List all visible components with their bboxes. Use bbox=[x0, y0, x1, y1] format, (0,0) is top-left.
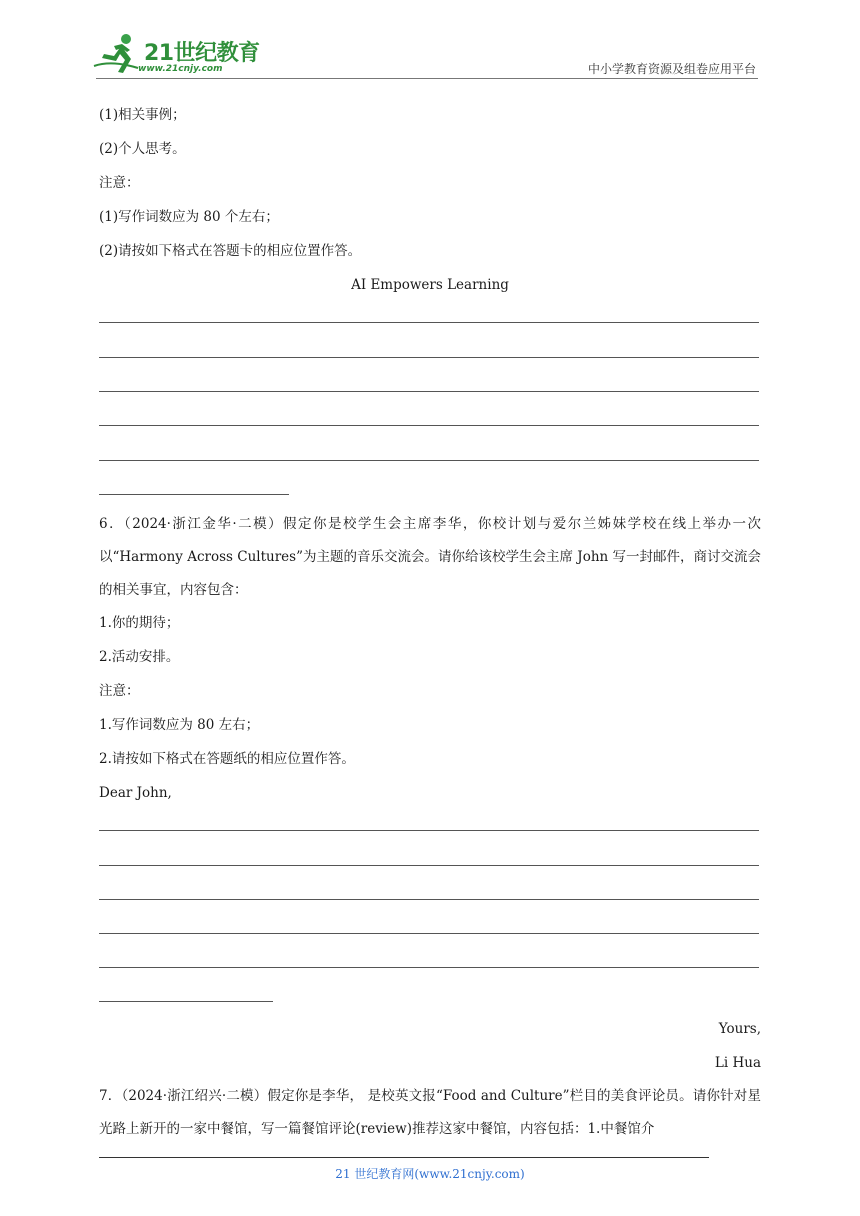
q6-stem: 6．（2024·浙江金华·二模）假定你是校学生会主席李华，你校计划与爱尔兰姊妹学校在线上举办一次以“Harmony Across Cultures”为主题的音乐交流会。请你给该校学生会主席 John 写一封邮件，商讨交流会的相关事宜，内容包含： bbox=[99, 516, 761, 598]
q5-writing-line[interactable] bbox=[99, 425, 759, 426]
q5-writing-line[interactable] bbox=[99, 391, 759, 392]
q6-item-1: 1.你的期待； bbox=[99, 615, 180, 631]
q6-writing-line[interactable] bbox=[99, 899, 759, 900]
q5-item-2: (2)个人思考。 bbox=[99, 141, 186, 157]
q5-note-1: (1)写作词数应为 80 个左右； bbox=[99, 209, 279, 225]
header-divider bbox=[96, 78, 758, 79]
q5-note-2: (2)请按如下格式在答题卡的相应位置作答。 bbox=[99, 243, 362, 259]
q5-writing-line-short[interactable] bbox=[99, 494, 289, 495]
q5-essay-title: AI Empowers Learning bbox=[351, 277, 509, 293]
q6-closing: Yours, bbox=[718, 1021, 761, 1037]
page-header bbox=[0, 0, 860, 82]
logo-text: 21世纪教育 bbox=[144, 41, 260, 66]
q5-writing-line[interactable] bbox=[99, 460, 759, 461]
site-logo[interactable] bbox=[92, 32, 262, 78]
q6-writing-line[interactable] bbox=[99, 865, 759, 866]
q5-note-label: 注意： bbox=[99, 175, 140, 191]
logo-url: www.21cnjy.com bbox=[138, 64, 223, 74]
q6-writing-line[interactable] bbox=[99, 967, 759, 968]
q6-writing-line[interactable] bbox=[99, 933, 759, 934]
q5-writing-line[interactable] bbox=[99, 357, 759, 358]
q6-item-2: 2.活动安排。 bbox=[99, 649, 180, 665]
q5-item-1: (1)相关事例； bbox=[99, 107, 186, 123]
footer-divider bbox=[99, 1157, 709, 1158]
platform-label: 中小学教育资源及组卷应用平台 bbox=[587, 62, 756, 76]
q6-writing-line-short[interactable] bbox=[99, 1001, 273, 1002]
q6-writing-line[interactable] bbox=[99, 830, 759, 831]
footer-link[interactable]: 21 世纪教育网(www.21cnjy.com) bbox=[335, 1167, 525, 1181]
q7-stem: 7．（2024·浙江绍兴·二模）假定你是李华， 是校英文报“Food and Culture”栏目的美食评论员。请你针对星光路上新开的一家中餐馆，写一篇餐馆评论(review)推荐这家中餐馆，内容包括：1.中餐馆介 bbox=[99, 1088, 761, 1137]
q6-note-2: 2.请按如下格式在答题纸的相应位置作答。 bbox=[99, 751, 355, 767]
runner-logo-icon bbox=[92, 32, 142, 76]
q6-signature: Li Hua bbox=[714, 1055, 761, 1071]
q6-note-label: 注意： bbox=[99, 683, 140, 699]
q6-greeting: Dear John, bbox=[99, 785, 172, 801]
q5-writing-line[interactable] bbox=[99, 322, 759, 323]
q6-note-1: 1.写作词数应为 80 左右； bbox=[99, 717, 260, 733]
